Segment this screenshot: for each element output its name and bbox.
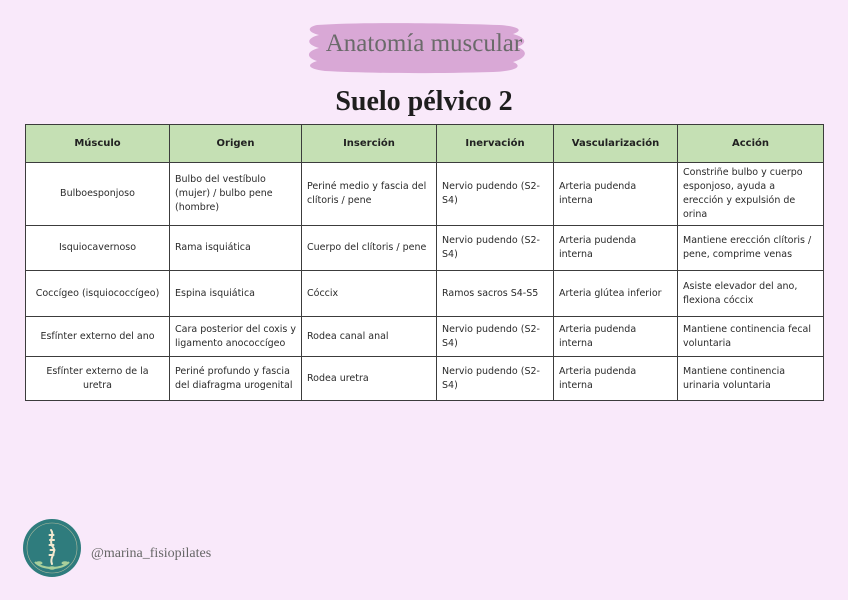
table-row: [26, 226, 824, 271]
cell-origen: Rama isquiática: [170, 226, 302, 271]
table-row: [26, 163, 824, 226]
cell-inervacion: Ramos sacros S4-S5: [437, 271, 554, 317]
cell-accion: Mantiene continencia fecal voluntaria: [678, 317, 824, 357]
social-handle: @marina_fisiopilates: [91, 546, 212, 561]
column-header-insercion: Inserción: [302, 125, 437, 163]
cell-inervacion: Nervio pudendo (S2-S4): [437, 317, 554, 357]
muscle-table: [25, 124, 824, 401]
cell-musculo: Esfínter externo de la uretra: [26, 357, 170, 401]
cell-origen: Cara posterior del coxis y ligamento anococcígeo: [170, 317, 302, 357]
column-header-vascularizacion: Vascularización: [554, 125, 678, 163]
column-header-origen: Origen: [170, 125, 302, 163]
cell-insercion: Rodea uretra: [302, 357, 437, 401]
cell-accion: Mantiene continencia urinaria voluntaria: [678, 357, 824, 401]
column-header-musculo: Músculo: [26, 125, 170, 163]
cell-origen: Bulbo del vestíbulo (mujer) / bulbo pene (hombre): [170, 163, 302, 226]
column-header-inervacion: Inervación: [437, 125, 554, 163]
page-title: Suelo pélvico 2: [335, 86, 513, 117]
cell-musculo: Bulboesponjoso: [26, 163, 170, 226]
section-subtitle: Anatomía muscular: [325, 30, 523, 57]
table-row: [26, 357, 824, 401]
cell-insercion: Periné medio y fascia del clítoris / pene: [302, 163, 437, 226]
cell-origen: Espina isquiática: [170, 271, 302, 317]
cell-vascularizacion: Arteria pudenda interna: [554, 357, 678, 401]
column-header-accion: Acción: [678, 125, 824, 163]
cell-insercion: Rodea canal anal: [302, 317, 437, 357]
table-row: [26, 271, 824, 317]
cell-insercion: Cuerpo del clítoris / pene: [302, 226, 437, 271]
cell-inervacion: Nervio pudendo (S2-S4): [437, 226, 554, 271]
cell-vascularizacion: Arteria glútea inferior: [554, 271, 678, 317]
cell-inervacion: Nervio pudendo (S2-S4): [437, 357, 554, 401]
cell-musculo: Coccígeo (isquiococcígeo): [26, 271, 170, 317]
cell-vascularizacion: Arteria pudenda interna: [554, 163, 678, 226]
cell-accion: Asiste elevador del ano, flexiona cóccix: [678, 271, 824, 317]
table-row: [26, 317, 824, 357]
cell-origen: Periné profundo y fascia del diafragma urogenital: [170, 357, 302, 401]
table-header-row: [26, 125, 824, 163]
cell-musculo: Esfínter externo del ano: [26, 317, 170, 357]
cell-vascularizacion: Arteria pudenda interna: [554, 317, 678, 357]
cell-accion: Mantiene erección clítoris / pene, comprime venas: [678, 226, 824, 271]
cell-musculo: Isquiocavernoso: [26, 226, 170, 271]
cell-accion: Constriñe bulbo y cuerpo esponjoso, ayuda a erección y expulsión de orina: [678, 163, 824, 226]
brand-logo: [22, 518, 82, 578]
cell-vascularizacion: Arteria pudenda interna: [554, 226, 678, 271]
cell-insercion: Cóccix: [302, 271, 437, 317]
cell-inervacion: Nervio pudendo (S2-S4): [437, 163, 554, 226]
